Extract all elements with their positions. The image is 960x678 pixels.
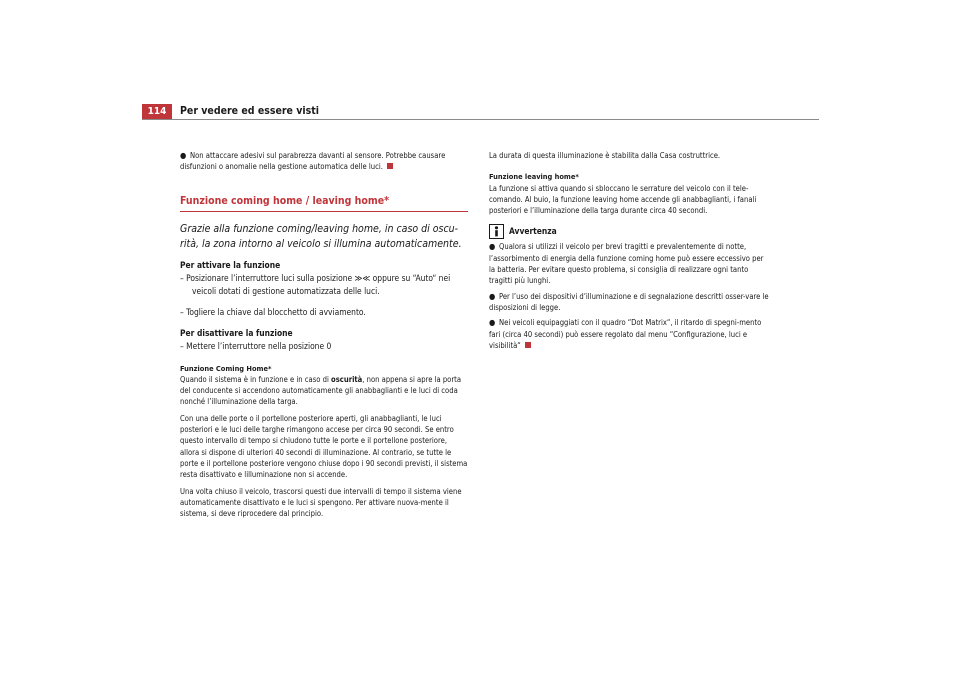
note-header [489,224,771,239]
bullet-icon: ● [489,291,496,301]
note-icon [489,224,504,239]
end-of-section-icon [525,342,531,348]
activate-step-2: – Togliere la chiave dal blocchetto di avviamento. [180,306,366,317]
coming-home-paragraph-1: Quando il sistema è in funzione e in caso di oscurità, non appena si apre la porta del conducente si accendono automaticamente gli anabbaglianti e le luci di coda nonché l’illuminazione della targa. [180,374,462,407]
leaving-home-heading: Funzione leaving home* [489,172,579,182]
section-title: Funzione coming home / leaving home* [180,195,468,212]
illumination-duration: La durata di questa illuminazione è stabilita dalla Casa costruttrice. [489,151,721,160]
note-item-2: ● Per l’uso dei dispositivi d’illuminazione e di segnalazione descritti osser-vare le disposizioni di legge. [489,291,769,312]
darkness-emphasis: oscurità [331,374,363,384]
coming-home-paragraph-2: Con una delle porte o il portellone posteriore aperti, gli anabbaglianti, le luci posteriori e le luci delle targhe rimangono accese per circa 90 secondi. Se entro questo intervallo di tempo si chiudono tutte le porte e il portellone posteriore, allora si dispone di ulteriori 40 secondi di illuminazione. Al contrario, se tutte le porte e il portellone posteriore vengono chiuse dopo i 90 secondi previsti, il sistema resta disattivato e lilluminazione non si accende. [180,413,468,480]
left-column [180,150,468,519]
deactivate-heading: Per disattivare la funzione [180,327,293,338]
note-item-3: ● Nei veicoli equipaggiati con il quadro “Dot Matrix“, il ritardo di spegni-mento fari (circa 40 secondi) può essere regolato dal menu “Configurazione, luci e visibilità“ [489,318,762,350]
bullet-icon: ● [180,151,187,160]
header-rule [142,119,819,120]
deactivate-step-1: – Mettere l’interruttore nella posizione 0 [180,340,332,351]
section-intro: Grazie alla funzione coming/leaving home, in caso di oscu-rità, la zona intorno al veicolo si illumina automaticamente. [180,222,462,251]
page-number: 114 [142,104,172,119]
sensor-note [180,150,468,173]
note-label: Avvertenza [509,226,557,237]
end-of-section-icon [387,163,393,169]
bullet-icon: ● [489,242,496,252]
leaving-home-paragraph: La funzione si attiva quando si sbloccano le serrature del veicolo con il tele-comando. Al buio, la funzione leaving home accende gli anabbaglianti, i fanali posteriori e l’illuminazione della targa durante circa 40 secondi. [489,183,757,216]
coming-home-paragraph-3: Una volta chiuso il veicolo, trascorsi questi due intervalli di tempo il sistema viene automaticamente disattivato e le luci si spengono. Per attivare nuova-mente il sistema, si deve riprocedere dal principio. [180,486,462,519]
right-column [489,150,771,351]
note-item-1: ● Qualora si utilizzi il veicolo per brevi tragitti e prevalentemente di notte, l’assorbimento di energia della funzione coming home può essere eccessivo per la batteria. Per evitare questo problema, si consiglia di realizzare ogni tanto tragitti più lunghi. [489,242,764,286]
bullet-icon: ● [489,318,496,328]
running-title: Per vedere ed essere visti [180,105,320,117]
activate-heading: Per attivare la funzione [180,259,281,270]
coming-home-heading: Funzione Coming Home* [180,363,272,373]
sensor-note-text: Non attaccare adesivi sul parabrezza davanti al sensore. Potrebbe causare disfunzioni o anomalie nella gestione automatica delle luci. [180,151,446,172]
activate-step-1: – Posizionare l’interruttore luci sulla posizione ≫≪ oppure su “Auto“ nei veicoli dotati di gestione automatizzata delle luci. [180,272,451,296]
